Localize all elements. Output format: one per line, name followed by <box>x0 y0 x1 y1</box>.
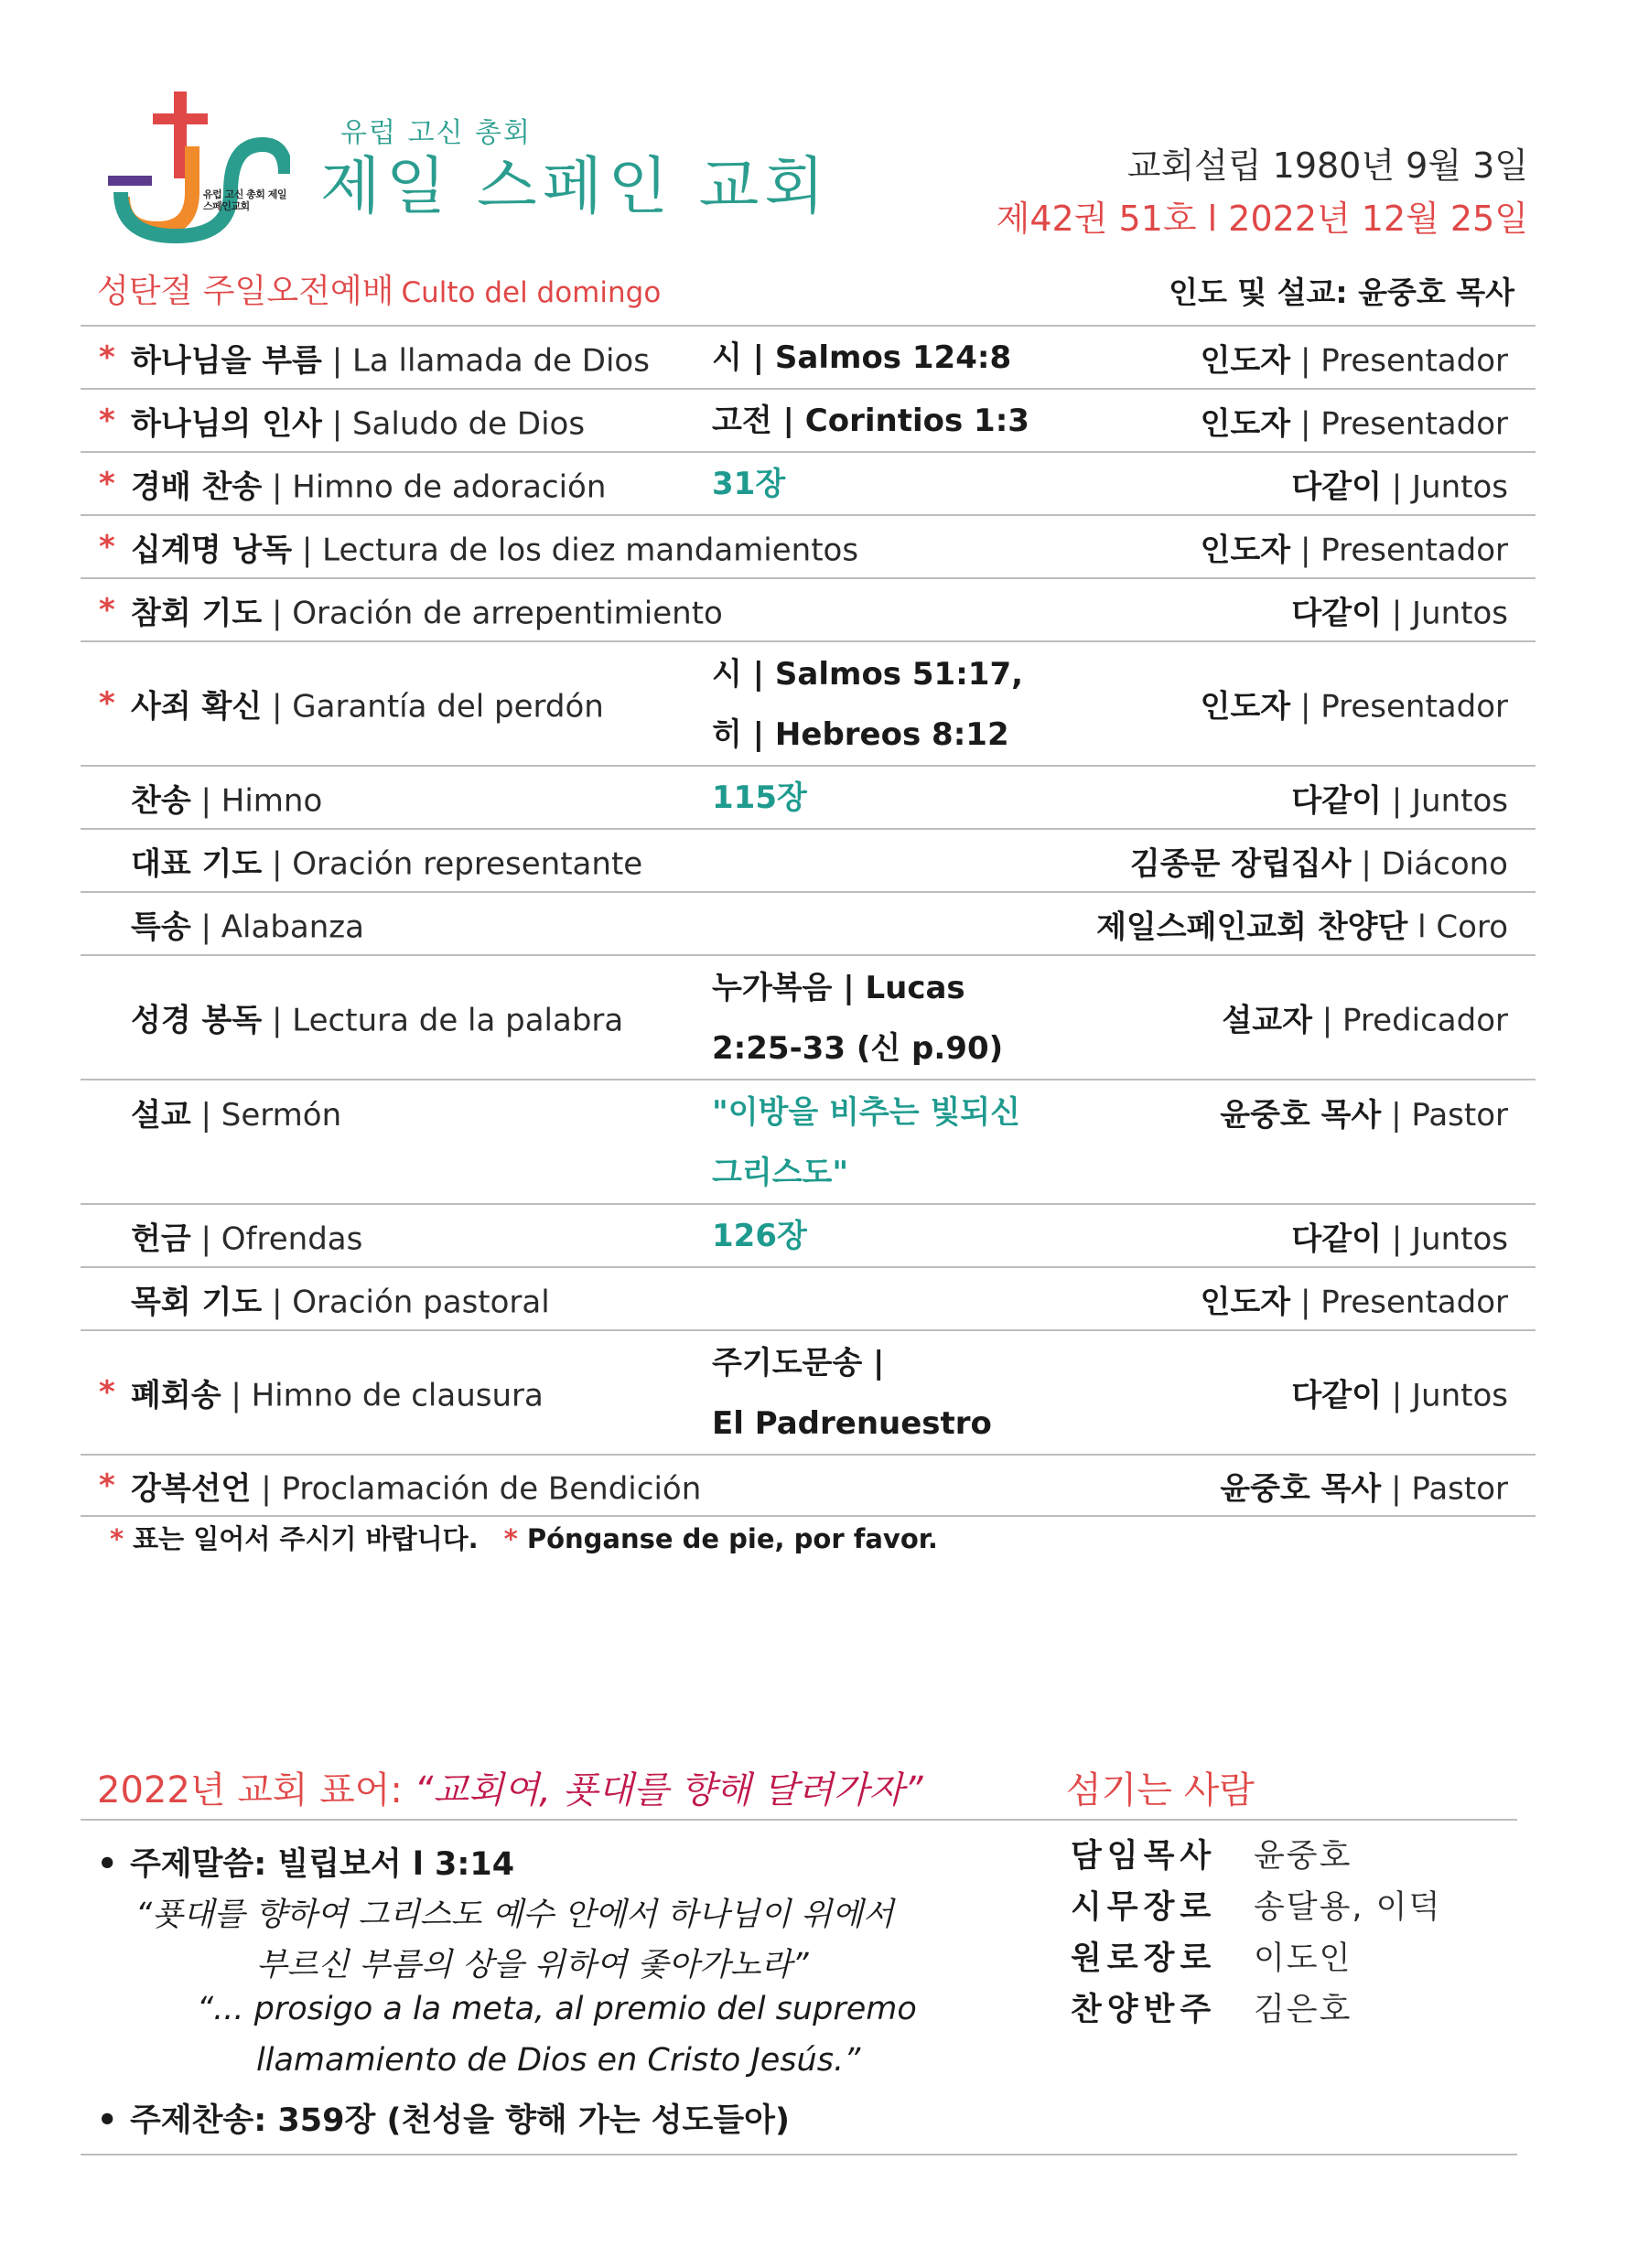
order-ref: 시 | Salmos 124:8 <box>712 339 1012 376</box>
order-row <box>81 891 1536 954</box>
server-name: 김은호 <box>1254 1992 1352 2028</box>
order-ref: 115장 <box>712 779 807 816</box>
stand-marker: * <box>99 402 115 439</box>
church-name: 제일 스페인 교회 <box>320 151 831 223</box>
order-item: 참회 기도 | Oración de arrepentimiento <box>131 595 723 631</box>
order-item: 목회 기도 | Oración pastoral <box>131 1284 550 1320</box>
service-title-es: Culto del domingo <box>401 276 662 309</box>
order-leader: 인도자 | Presentador <box>1200 532 1508 568</box>
divider <box>81 2154 1517 2155</box>
order-row <box>81 1266 1536 1329</box>
server-role: 원로장로 <box>1071 1940 1217 1977</box>
bullet-icon: • <box>97 1846 118 1883</box>
server-role: 찬양반주 <box>1071 1992 1217 2028</box>
servers-title: 섬기는 사람 <box>1066 1769 1255 1811</box>
order-item: 하나님의 인사 | Saludo de Dios <box>131 405 586 442</box>
order-item: 사죄 확신 | Garantía del perdón <box>131 688 604 726</box>
order-item: 경배 찬송 | Himno de adoración <box>131 468 607 505</box>
stand-marker: * <box>99 1374 115 1411</box>
order-item: 강복선언 | Proclamación de Bendición <box>131 1470 702 1507</box>
servers-list <box>1071 1828 1441 2033</box>
order-row <box>81 325 1536 388</box>
server-item <box>1071 1982 1441 2033</box>
order-row <box>81 828 1536 891</box>
stand-note-ko: 표는 일어서 주시기 바랍니다. <box>133 1523 479 1554</box>
order-ref: 31장 <box>712 465 786 502</box>
stand-marker: * <box>99 339 115 376</box>
order-row <box>81 577 1536 640</box>
order-ref: 누가복음 | Lucas 2:25-33 (신 p.90) <box>712 970 1004 1067</box>
order-ref: 시 | Salmos 51:17, 히 | Hebreos 8:12 <box>712 656 1024 753</box>
order-ref: 고전 | Corintios 1:3 <box>712 402 1029 439</box>
stand-note-es: Pónganse de pie, por favor. <box>526 1523 938 1554</box>
theme-verse-es-line1: “... prosigo a la meta, al premio del supremo <box>197 1991 917 2027</box>
order-leader: 다같이 | Juntos <box>1291 595 1508 631</box>
order-row <box>81 1329 1536 1454</box>
server-role: 담임목사 <box>1071 1838 1217 1875</box>
order-leader: 설교자 | Predicador <box>1222 1002 1508 1039</box>
order-ref: 주기도문송 | El Padrenuestro <box>712 1345 992 1442</box>
issue-info: 제42권 51호 l 2022년 12월 25일 <box>996 199 1528 239</box>
server-item <box>1071 1828 1441 1879</box>
order-item: 하나님을 부름 | La llamada de Dios <box>131 342 650 379</box>
order-leader: 인도자 | Presentador <box>1200 688 1508 726</box>
church-motto <box>97 1761 923 1813</box>
server-item <box>1071 1879 1441 1930</box>
stand-marker: * <box>99 1467 115 1504</box>
order-leader: 인도자 | Presentador <box>1200 1284 1508 1320</box>
logo-text: 유럽 고신 총회 제일스페인교회 <box>203 188 286 212</box>
service-leader: 인도 및 설교: 윤중호 목사 <box>1169 274 1514 310</box>
stand-marker: * <box>503 1523 518 1554</box>
order-leader: 다같이 | Juntos <box>1291 1377 1508 1414</box>
synod-name: 유럽 고신 총회 <box>340 117 532 149</box>
order-leader: 다같이 | Juntos <box>1291 782 1508 819</box>
theme-verse-ko-line1: “푯대를 향하여 그리스도 예수 안에서 하나님이 위에서 <box>135 1897 894 1933</box>
church-logo <box>102 91 290 247</box>
order-row <box>81 514 1536 577</box>
order-item: 폐회송 | Himno de clausura <box>131 1377 544 1414</box>
order-leader: 인도자 | Presentador <box>1200 405 1508 442</box>
order-item: 헌금 | Ofrendas <box>131 1220 363 1257</box>
theme-hymn: • 주제찬송: 359장 (천성을 향해 가는 성도들아) <box>97 2102 790 2139</box>
stand-marker: * <box>110 1523 124 1554</box>
motto-quote: “교회여, 푯대를 향해 달려가자” <box>414 1769 923 1811</box>
order-item: 성경 봉독 | Lectura de la palabra <box>131 1002 624 1039</box>
server-name: 윤중호 <box>1254 1838 1352 1875</box>
order-item: 찬송 | Himno <box>131 782 323 819</box>
order-row <box>81 640 1536 765</box>
order-item: 십계명 낭독 | Lectura de los diez mandamientos <box>131 532 859 568</box>
order-leader: 제일스페인교회 찬양단 l Coro <box>1096 908 1508 945</box>
order-row <box>81 954 1536 1079</box>
stand-note <box>110 1519 938 1556</box>
order-item: 대표 기도 | Oración representante <box>131 845 643 882</box>
founded-date: 교회설립 1980년 9월 3일 <box>1126 145 1528 186</box>
order-row <box>81 451 1536 514</box>
order-row <box>81 1079 1536 1203</box>
bullet-icon: • <box>97 2102 118 2139</box>
theme-verse-ko-line2: 부르신 부름의 상을 위하여 좇아가노라” <box>256 1947 809 1983</box>
service-title-ko: 성탄절 주일오전예배 <box>97 273 394 310</box>
sermon-title: "이방을 비추는 빛되신 그리스도" <box>712 1094 1020 1191</box>
order-row <box>81 1203 1536 1266</box>
order-row <box>81 388 1536 451</box>
stand-marker: * <box>99 465 115 502</box>
order-row <box>81 1454 1536 1517</box>
theme-verse-es-line2: llamamiento de Dios en Cristo Jesús.” <box>256 2042 861 2079</box>
stand-marker: * <box>99 591 115 629</box>
server-name: 송달용, 이덕 <box>1254 1889 1442 1926</box>
worship-order-table <box>81 325 1536 1517</box>
stand-marker: * <box>99 685 115 722</box>
service-title <box>97 265 661 312</box>
order-leader: 윤중호 목사 | Pastor <box>1220 1470 1508 1507</box>
divider <box>81 1819 1517 1821</box>
order-leader: 다같이 | Juntos <box>1291 1220 1508 1257</box>
order-leader: 김종문 장립집사 | Diácono <box>1129 845 1508 882</box>
order-leader: 다같이 | Juntos <box>1291 468 1508 505</box>
server-item <box>1071 1930 1441 1982</box>
stand-marker: * <box>99 528 115 565</box>
motto-label: 2022년 교회 표어: <box>97 1769 415 1811</box>
order-item: 설교 | Sermón <box>131 1097 342 1134</box>
order-leader: 윤중호 목사 | Pastor <box>1220 1097 1508 1134</box>
order-leader: 인도자 | Presentador <box>1200 342 1508 379</box>
order-row <box>81 765 1536 828</box>
server-role: 시무장로 <box>1071 1889 1217 1926</box>
order-item: 특송 | Alabanza <box>131 908 364 945</box>
server-name: 이도인 <box>1254 1940 1352 1977</box>
theme-verse-label: • 주제말씀: 빌립보서 l 3:14 <box>97 1846 515 1883</box>
order-ref: 126장 <box>712 1217 807 1254</box>
